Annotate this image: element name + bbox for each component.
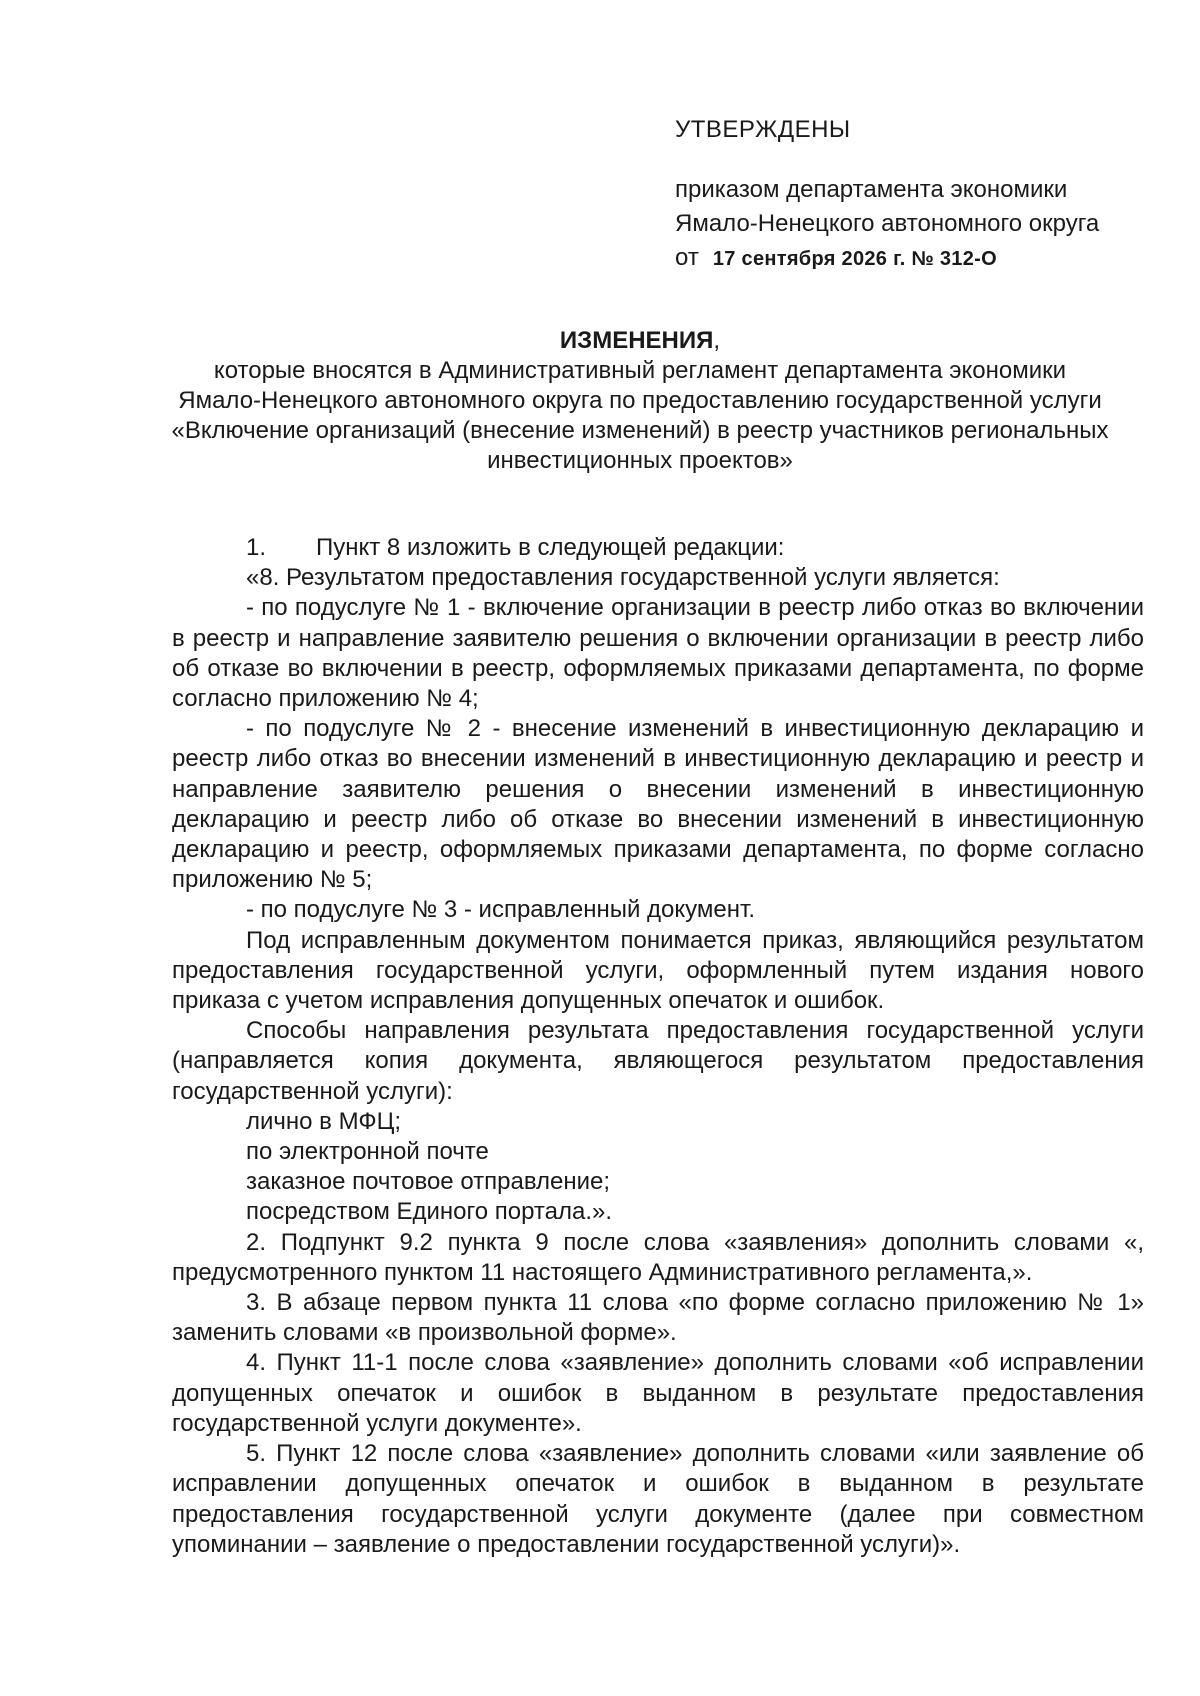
paragraph-method-portal: посредством Единого портала.». [246,1198,613,1226]
paragraph-subservice-3: - по подуслуге № 3 - исправленный документ. [246,896,755,924]
paragraph-corrected-document: Под исправленным документом понимается приказ, являющийся результатом предоставления государственной услуги, оформленный путем издания нового приказа с учетом исправления допущенных опечаток и ошибок. [172,926,1144,1015]
item-1-number: 1. [246,534,267,561]
item-1-text: Пункт 8 изложить в следующей редакции: [316,534,785,561]
paragraph-item-4: 4. Пункт 11-1 после слова «заявление» дополнить словами «об исправлении допущенных опечаток и ошибок в выданном в результате предоставления государственной услуги документе». [172,1349,1144,1437]
approval-date-line [675,241,1155,276]
approval-from-label: от [675,244,699,271]
approval-line-1: приказом департамента экономики [675,176,1068,203]
paragraph-method-mfc: лично в МФЦ; [246,1107,401,1135]
paragraph-result: «8. Результатом предоставления государственной услуги является: [246,564,1000,592]
paragraph-method-mail: заказное почтовое отправление; [246,1168,611,1196]
approval-line-2: Ямало-Ненецкого автономного округа [675,210,1100,237]
heading-title-line [170,326,1110,356]
document-body [172,533,1144,1560]
heading-description: которые вносятся в Административный регламент департамента экономики Ямало-Ненецкого автономного округа по предоставлению государственной услуги «Включение организаций (внесение изменений) в реестр участников региональных инвестиционных проектов» [171,357,1109,474]
heading-title: ИЗМЕНЕНИЯ [559,327,714,354]
heading-title-comma: , [713,327,721,354]
paragraph-item-1 [172,533,1144,563]
paragraph-subservice-1: - по подуслуге № 1 - включение организации в реестр либо отказ во включении в реестр и направление заявителю решения о включении организации в реестр либо об отказе во включении в реестр, оформляемых приказами департамента, по форме согласно приложению № 4; [172,594,1144,713]
approval-block [675,113,1155,276]
approval-order-info: 17 сентября 2026 г. № 312-О [712,248,997,270]
document-heading [170,326,1110,476]
approval-stamp: УТВЕРЖДЕНЫ [675,116,851,143]
paragraph-delivery-methods: Способы направления результата предоставления государственной услуги (направляется копия документа, являющегося результатом предоставления государственной услуги): [172,1017,1144,1105]
paragraph-method-email: по электронной почте [246,1138,489,1166]
paragraph-item-3: 3. В абзаце первом пункта 11 слова «по форме согласно приложению № 1» заменить словами «в произвольной форме». [172,1289,1144,1347]
paragraph-subservice-2: - по подуслуге № 2 - внесение изменений в инвестиционную декларацию и реестр либо отказ во внесении изменений в инвестиционную декларацию и реестр и направление заявителю решения о внесении изменений в инвестиционную декларацию и реестр либо об отказе во внесении изменений в инвестиционную декларацию и реестр, оформляемых приказами департамента, по форме согласно приложению № 5; [172,715,1144,894]
paragraph-item-2: 2. Подпункт 9.2 пункта 9 после слова «заявления» дополнить словами «, предусмотренного пунктом 11 настоящего Административного регламента,». [172,1228,1144,1286]
paragraph-item-5: 5. Пункт 12 после слова «заявление» дополнить словами «или заявление об исправлении допущенных опечаток и ошибок в выданном в результате предоставления государственной услуги документе (далее при совместном упоминании – заявление о предоставлении государственной услуги)». [172,1440,1144,1558]
